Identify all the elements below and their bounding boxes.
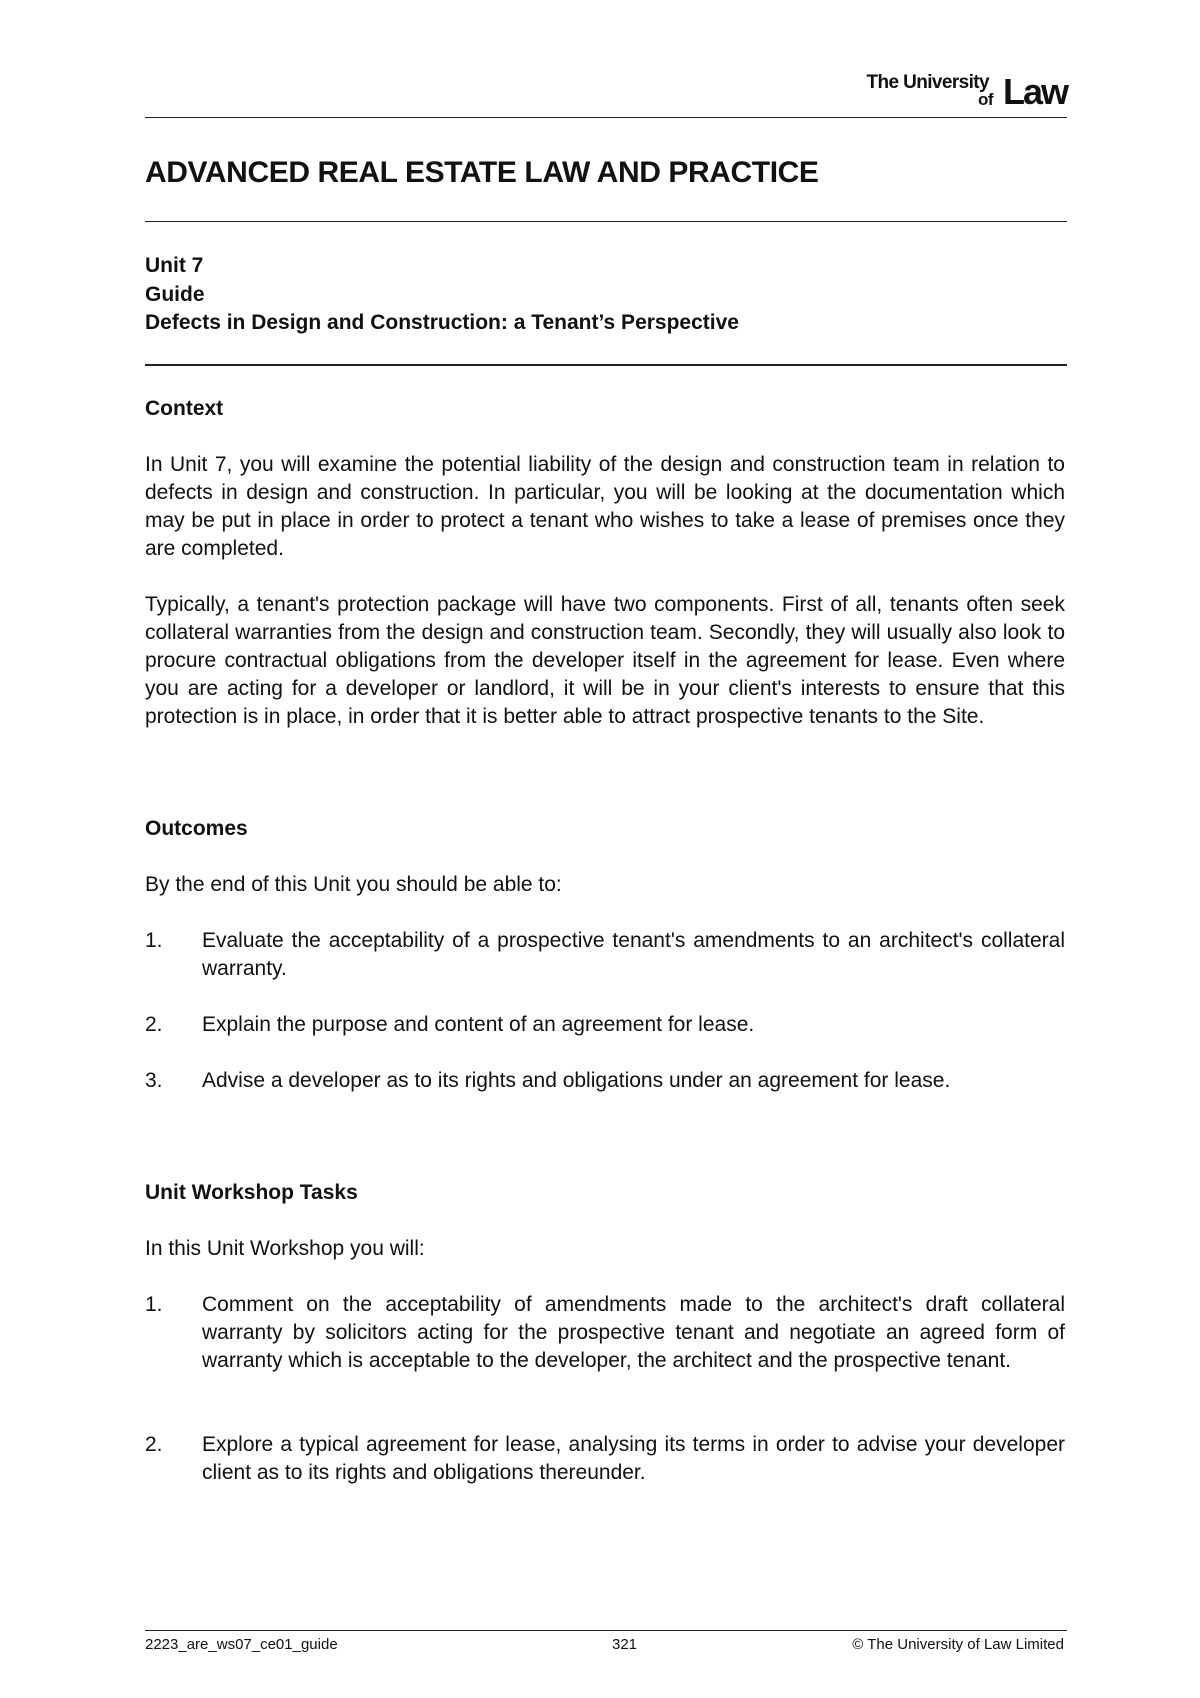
footer-document-code: 2223_are_ws07_ce01_guide [145,1636,338,1653]
header-divider [145,117,1067,118]
list-number: 1. [145,929,163,952]
workshop-intro: In this Unit Workshop you will: [145,1237,425,1260]
guide-label: Guide [145,282,205,306]
footer-copyright: © The University of Law Limited [852,1636,1064,1653]
footer-page-number: 321 [612,1636,638,1653]
workshop-item [145,1431,1065,1487]
list-text: Evaluate the acceptability of a prospective tenant's amendments to an architect's collateral warranty. [202,929,1065,980]
outcome-item [145,1067,1065,1095]
logo-line1: The University [866,72,989,93]
context-heading: Context [145,397,224,420]
workshop-item [145,1291,1065,1375]
list-number: 1. [145,1293,163,1316]
list-number: 2. [145,1433,163,1456]
list-text: Advise a developer as to its rights and obligations under an agreement for lease. [202,1069,951,1092]
list-number: 3. [145,1069,163,1092]
outcomes-heading: Outcomes [145,817,248,840]
list-text: Explain the purpose and content of an agreement for lease. [202,1013,755,1036]
context-paragraph-2: Typically, a tenant's protection package will have two components. First of all, tenants often seek collateral warranties from the design and construction team. Secondly, they will usually also look to procure contractual obligations from the developer itself in the agreement for lease. Even where you are acting for a developer or landlord, it will be in your client's interests to ensure that this protection is in place, in order that it is better able to attract prospective tenants to the Site. [145,593,1065,728]
unit-subtitle: Defects in Design and Construction: a Tenant’s Perspective [145,311,739,334]
outcome-item [145,927,1065,983]
list-number: 2. [145,1013,163,1036]
logo-of: of [977,90,993,109]
unit-number: Unit 7 [145,254,204,277]
logo-law: Law [1002,71,1067,112]
outcomes-intro: By the end of this Unit you should be able to: [145,873,562,896]
list-text: Comment on the acceptability of amendments made to the architect's draft collateral warranty by solicitors acting for the prospective tenant and negotiate an agreed form of warranty which is acceptable to the developer, the architect and the prospective tenant. [202,1293,1065,1372]
document-title: ADVANCED REAL ESTATE LAW AND PRACTICE [145,156,819,189]
workshop-heading: Unit Workshop Tasks [145,1181,358,1204]
outcome-item [145,1011,1065,1039]
footer-divider [145,1630,1067,1631]
title-divider [145,221,1067,222]
context-paragraph-1: In Unit 7, you will examine the potential liability of the design and construction team in relation to defects in design and construction. In particular, you will be looking at the documentation which may be put in place in order to protect a tenant who wishes to take a lease of premises once they are completed. [145,453,1065,560]
university-logo [847,68,1067,112]
unit-block [145,252,739,338]
list-text: Explore a typical agreement for lease, analysing its terms in order to advise your developer client as to its rights and obligations thereunder. [202,1433,1065,1484]
unit-divider [145,364,1067,366]
